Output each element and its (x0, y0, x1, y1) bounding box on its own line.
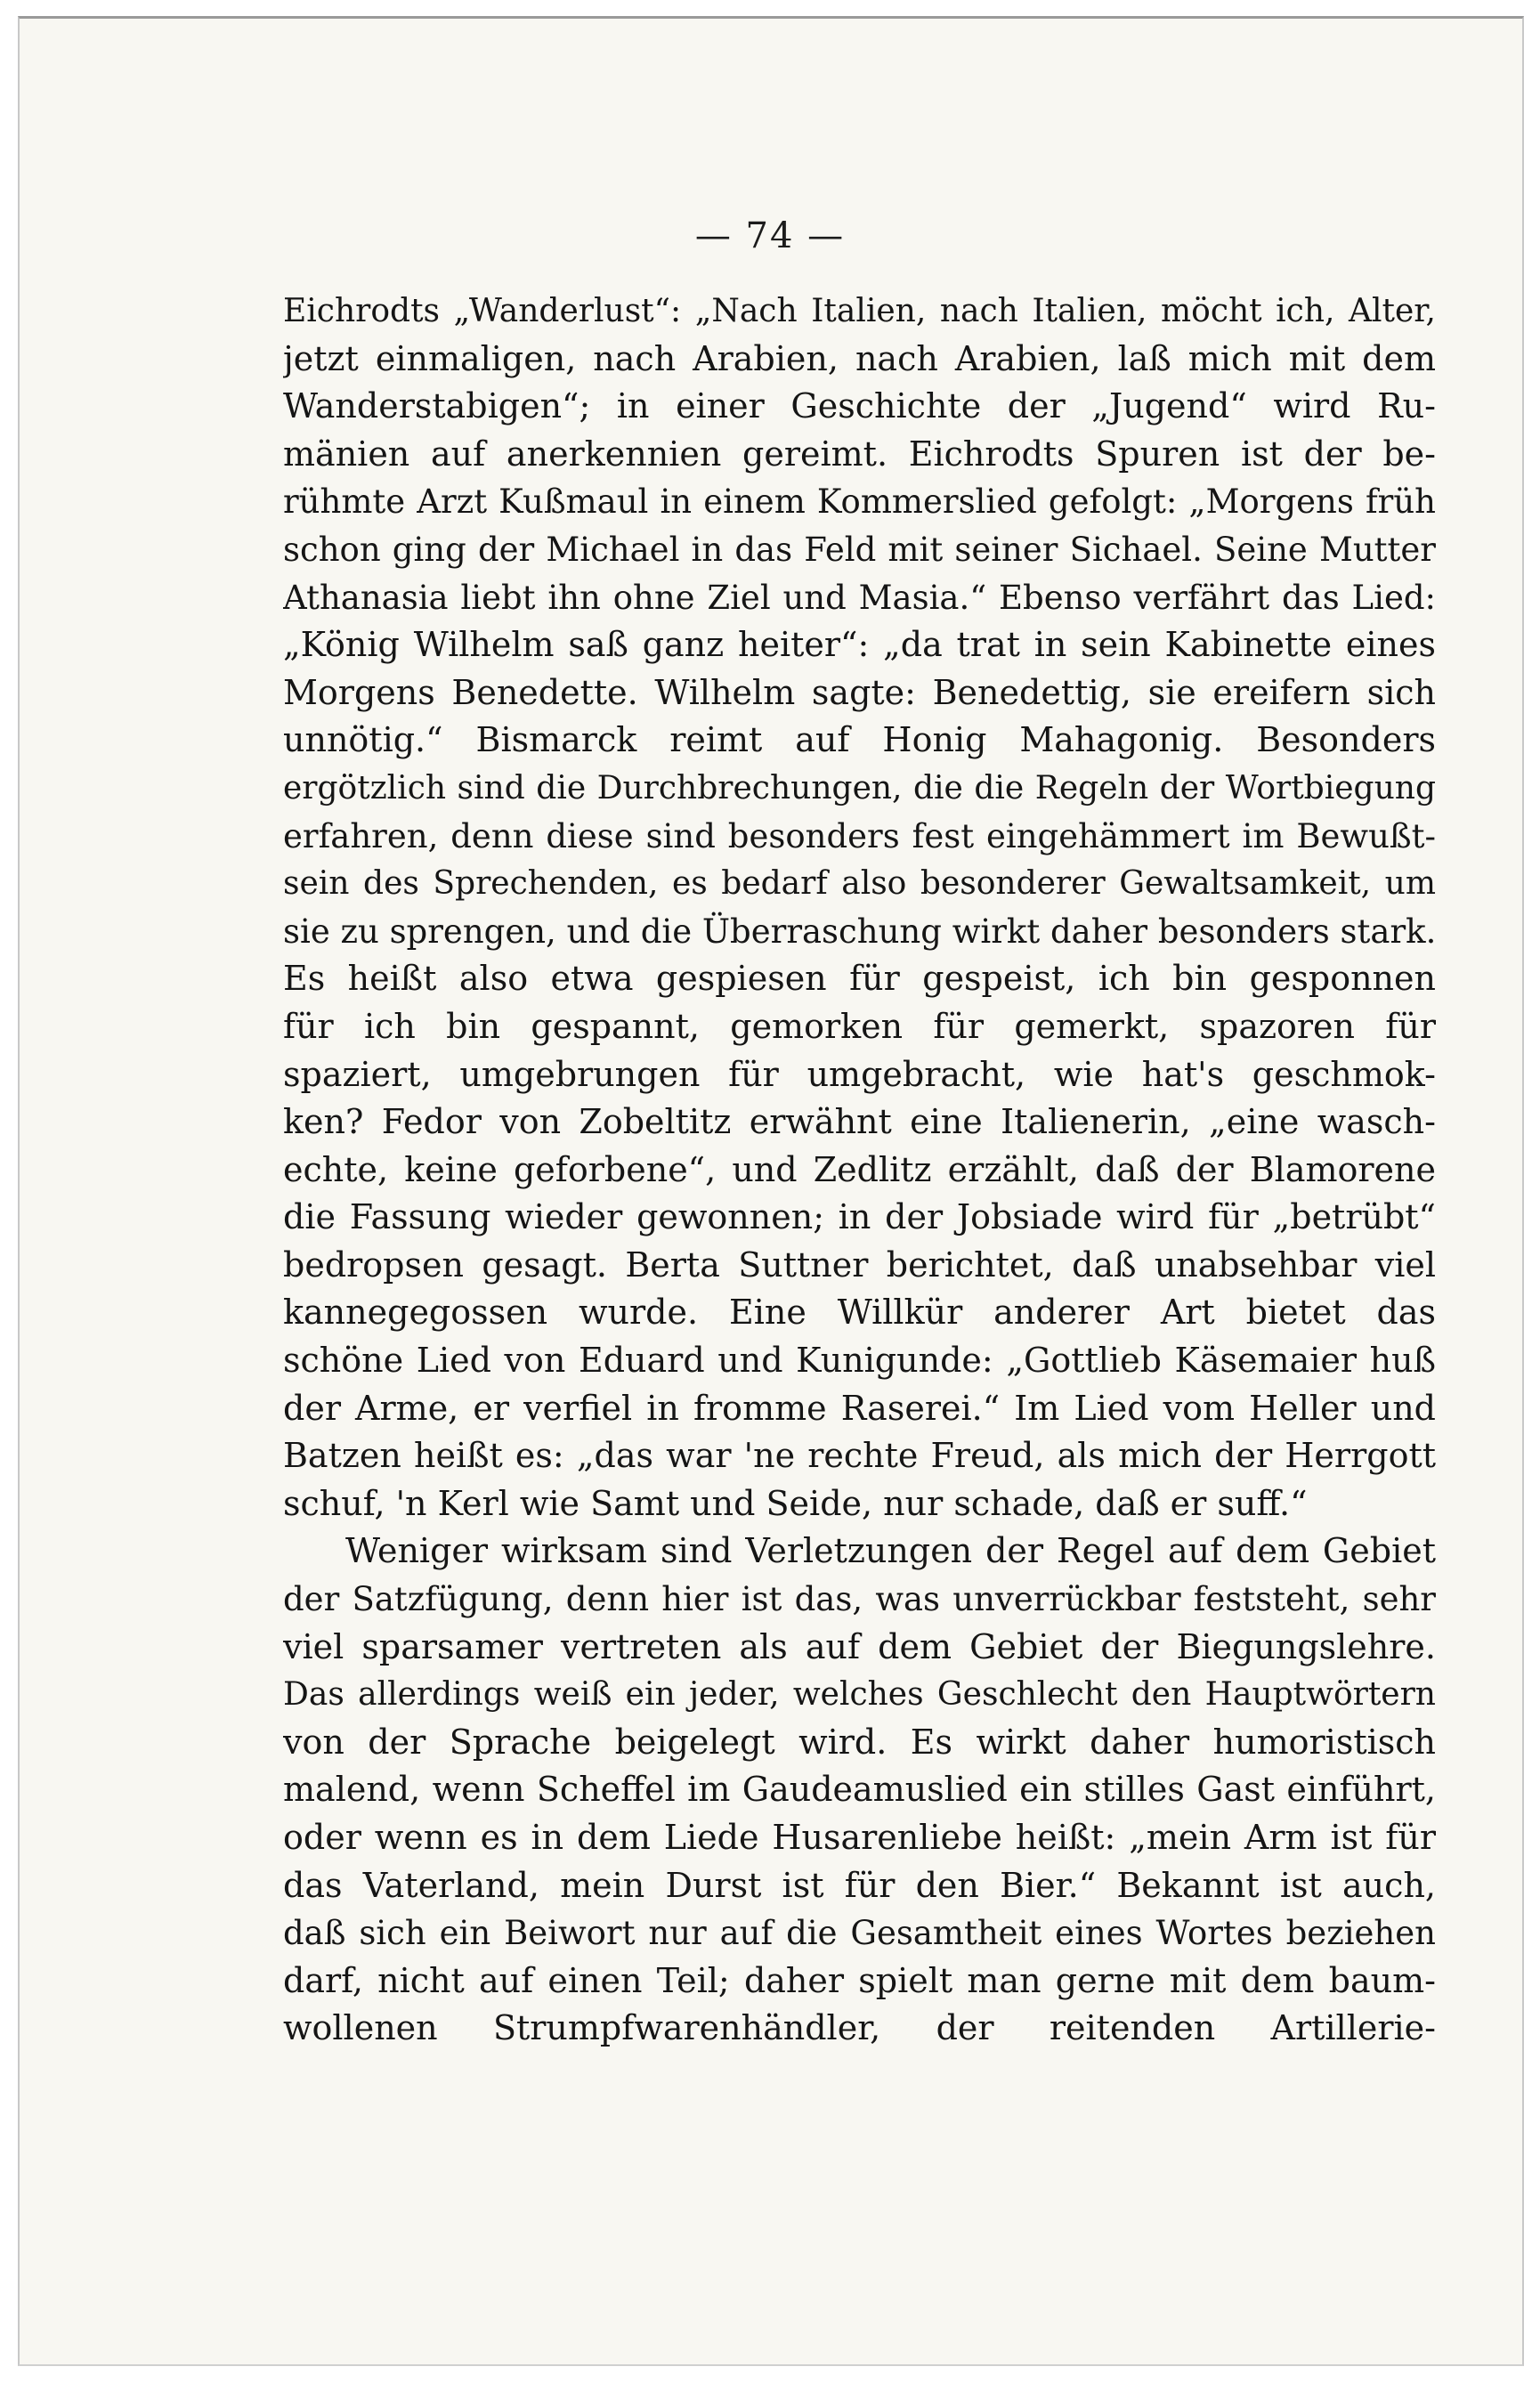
text-line: sein des Sprechenden, es bedarf also besonderer Gewaltsamkeit, um (283, 865, 1436, 903)
page-number: — 74 — (694, 215, 846, 256)
text-line: kannegegossen wurde. Eine Willkür anderer Art bietet das (283, 1293, 1436, 1333)
text-line: für ich bin gespannt, gemorken für gemerkt, spazoren für (283, 1006, 1436, 1046)
text-line: daß sich ein Beiwort nur auf die Gesamtheit eines Wortes beziehen (283, 1914, 1436, 1953)
text-line: der Satzfügung, denn hier ist das, was unverrückbar feststeht, sehr (283, 1580, 1436, 1619)
body-text (283, 288, 1436, 2053)
text-line: erfahren, denn diese sind besonders fest eingehämmert im Bewußt- (283, 816, 1436, 855)
text-line: Das allerdings weiß ein jeder, welches Geschlecht den Hauptwörtern (283, 1676, 1436, 1714)
text-line: Wanderstabigen“; in einer Geschichte der „Jugend“ wird Ru- (283, 386, 1436, 426)
text-line: schon ging der Michael in das Feld mit seiner Sichael. Seine Mutter (283, 530, 1436, 569)
text-line: bedropsen gesagt. Berta Suttner berichtet, daß unabsehbar viel (283, 1244, 1436, 1285)
text-line: mänien auf anerkennien gereimt. Eichrodts Spuren ist der be- (283, 434, 1436, 474)
text-line: Batzen heißt es: „das war 'ne rechte Freud, als mich der Herrgott (283, 1436, 1436, 1476)
text-line: von der Sprache beigelegt wird. Es wirkt daher humoristisch (283, 1722, 1436, 1762)
text-line: malend, wenn Scheffel im Gaudeamuslied ein stilles Gast einführt, (283, 1770, 1436, 1810)
text-line: spaziert, umgebrungen für umgebracht, wie hat's geschmok- (283, 1054, 1436, 1094)
text-line: schöne Lied von Eduard und Kunigunde: „Gottlieb Käsemaier huß (283, 1341, 1436, 1381)
text-line: ergötzlich sind die Durchbrechungen, die die Regeln der Wortbiegung (283, 769, 1436, 806)
text-line: Morgens Benedette. Wilhelm sagte: Benedettig, sie ereifern sich (283, 672, 1436, 712)
text-line: „König Wilhelm saß ganz heiter“: „da trat in sein Kabinette eines (283, 625, 1436, 665)
text-line: rühmte Arzt Kußmaul in einem Kommerslied gefolgt: „Morgens früh (283, 482, 1436, 522)
text-line: sie zu sprengen, und die Überraschung wirkt daher besonders stark. (283, 912, 1436, 951)
text-line: wollenen Strumpfwarenhändler, der reitenden Artillerie- (283, 2008, 1436, 2048)
text-line: Eichrodts „Wanderlust“: „Nach Italien, nach Italien, möcht ich, Alter, (283, 293, 1436, 329)
text-line: unnötig.“ Bismarck reimt auf Honig Mahagonig. Besonders (283, 720, 1436, 760)
text-line: viel sparsamer vertreten als auf dem Gebiet der Biegungslehre. (283, 1626, 1436, 1666)
text-line: der Arme, er verfiel in fromme Raserei.“ Im Lied vom Heller und (283, 1388, 1436, 1428)
text-line: jetzt einmaligen, nach Arabien, nach Arabien, laß mich mit dem (283, 338, 1436, 378)
text-line: die Fassung wieder gewonnen; in der Jobsiade wird für „betrübt“ (283, 1197, 1436, 1237)
text-line: schuf, 'n Kerl wie Samt und Seide, nur schade, daß er suff.“ (283, 1483, 1308, 1523)
text-line: oder wenn es in dem Liede Husarenliebe heißt: „mein Arm ist für (283, 1818, 1436, 1857)
text-line: echte, keine geforbene“, und Zedlitz erzählt, daß der Blamorene (283, 1149, 1436, 1189)
text-line: darf, nicht auf einen Teil; daher spielt man gerne mit dem baum- (283, 1960, 1436, 2000)
text-line: ken? Fedor von Zobeltitz erwähnt eine Italienerin, „eine wasch- (283, 1102, 1436, 1142)
text-line: das Vaterland, mein Durst ist für den Bier.“ Bekannt ist auch, (283, 1865, 1436, 1905)
text-line: Es heißt also etwa gespiesen für gespeist, ich bin gesponnen (283, 959, 1436, 999)
text-line: Weniger wirksam sind Verletzungen der Regel auf dem Gebiet (345, 1531, 1436, 1571)
text-line: Athanasia liebt ihn ohne Ziel und Masia.“ Ebenso verfährt das Lied: (283, 578, 1436, 617)
